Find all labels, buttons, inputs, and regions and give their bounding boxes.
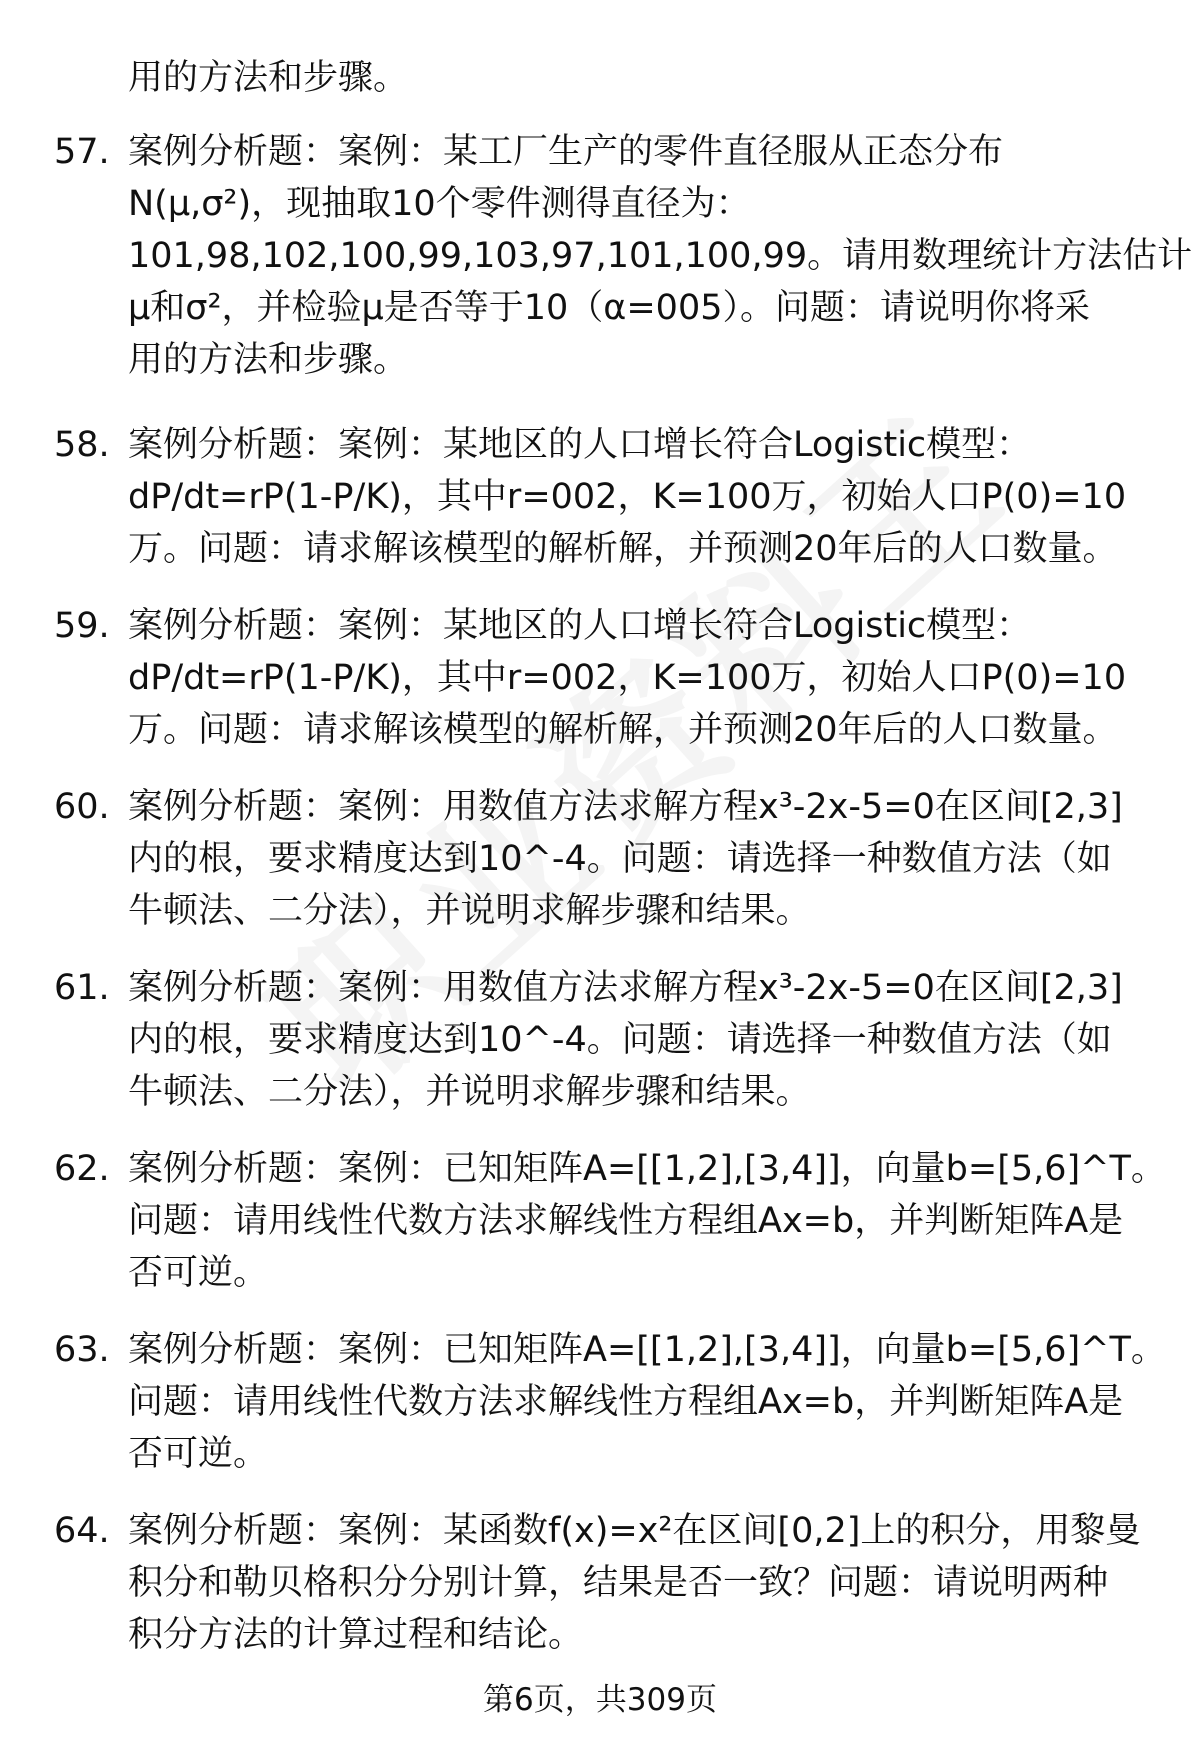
q58-line-1: 案例分析题：案例：某地区的人口增长符合Logistic模型：: [128, 425, 1032, 465]
q63-number: 63.: [54, 1330, 110, 1370]
q58-line-2: dP/dt=rP(1-P/K)，其中r=002，K=100万，初始人口P(0)=10: [128, 477, 1127, 517]
q58-line-3: 万。问题：请求解该模型的解析解，并预测20年后的人口数量。: [128, 529, 1118, 569]
q62-line-1: 案例分析题：案例：已知矩阵A=[[1,2],[3,4]]，向量b=[5,6]^T。: [128, 1149, 1166, 1189]
q57-number: 57.: [54, 132, 110, 172]
q61-line-3: 牛顿法、二分法），并说明求解步骤和结果。: [128, 1072, 811, 1112]
q63-line-1: 案例分析题：案例：已知矩阵A=[[1,2],[3,4]]，向量b=[5,6]^T。: [128, 1330, 1166, 1370]
q57-line-3: 101,98,102,100,99,103,97,101,100,99。请用数理统计方法估计: [128, 236, 1193, 276]
q59-line-2: dP/dt=rP(1-P/K)，其中r=002，K=100万，初始人口P(0)=10: [128, 658, 1127, 698]
q60-line-1: 案例分析题：案例：用数值方法求解方程x³-2x-5=0在区间[2,3]: [128, 787, 1123, 827]
q60-line-3: 牛顿法、二分法），并说明求解步骤和结果。: [128, 891, 811, 931]
q62-number: 62.: [54, 1149, 110, 1189]
q62-line-3: 否可逆。: [128, 1253, 269, 1293]
q59-line-3: 万。问题：请求解该模型的解析解，并预测20年后的人口数量。: [128, 710, 1118, 750]
q64-line-3: 积分方法的计算过程和结论。: [128, 1615, 584, 1655]
q62-line-2: 问题：请用线性代数方法求解线性方程组Ax=b，并判断矩阵A是: [128, 1201, 1124, 1241]
q57-line-4: μ和σ²，并检验μ是否等于10（α=005）。问题：请说明你将采: [128, 288, 1090, 328]
q57-line-1: 案例分析题：案例：某工厂生产的零件直径服从正态分布: [128, 132, 1004, 172]
page-footer: 第6页，共309页: [483, 1682, 717, 1718]
q60-number: 60.: [54, 787, 110, 827]
q64-number: 64.: [54, 1511, 110, 1551]
q60-line-2: 内的根，要求精度达到10^-4。问题：请选择一种数值方法（如: [128, 839, 1112, 879]
q59-number: 59.: [54, 606, 110, 646]
q63-line-3: 否可逆。: [128, 1434, 269, 1474]
q63-line-2: 问题：请用线性代数方法求解线性方程组Ax=b，并判断矩阵A是: [128, 1382, 1124, 1422]
q59-line-1: 案例分析题：案例：某地区的人口增长符合Logistic模型：: [128, 606, 1032, 646]
q64-line-1: 案例分析题：案例：某函数f(x)=x²在区间[0,2]上的积分，用黎曼: [128, 1511, 1141, 1551]
q61-number: 61.: [54, 968, 110, 1008]
q58-number: 58.: [54, 425, 110, 465]
q56-line-1: 用的方法和步骤。: [128, 58, 409, 98]
q61-line-1: 案例分析题：案例：用数值方法求解方程x³-2x-5=0在区间[2,3]: [128, 968, 1123, 1008]
q64-line-2: 积分和勒贝格积分分别计算，结果是否一致？问题：请说明两种: [128, 1563, 1109, 1603]
q57-line-5: 用的方法和步骤。: [128, 340, 409, 380]
q61-line-2: 内的根，要求精度达到10^-4。问题：请选择一种数值方法（如: [128, 1020, 1112, 1060]
q57-line-2: N(μ,σ²)，现抽取10个零件测得直径为：: [128, 184, 751, 224]
